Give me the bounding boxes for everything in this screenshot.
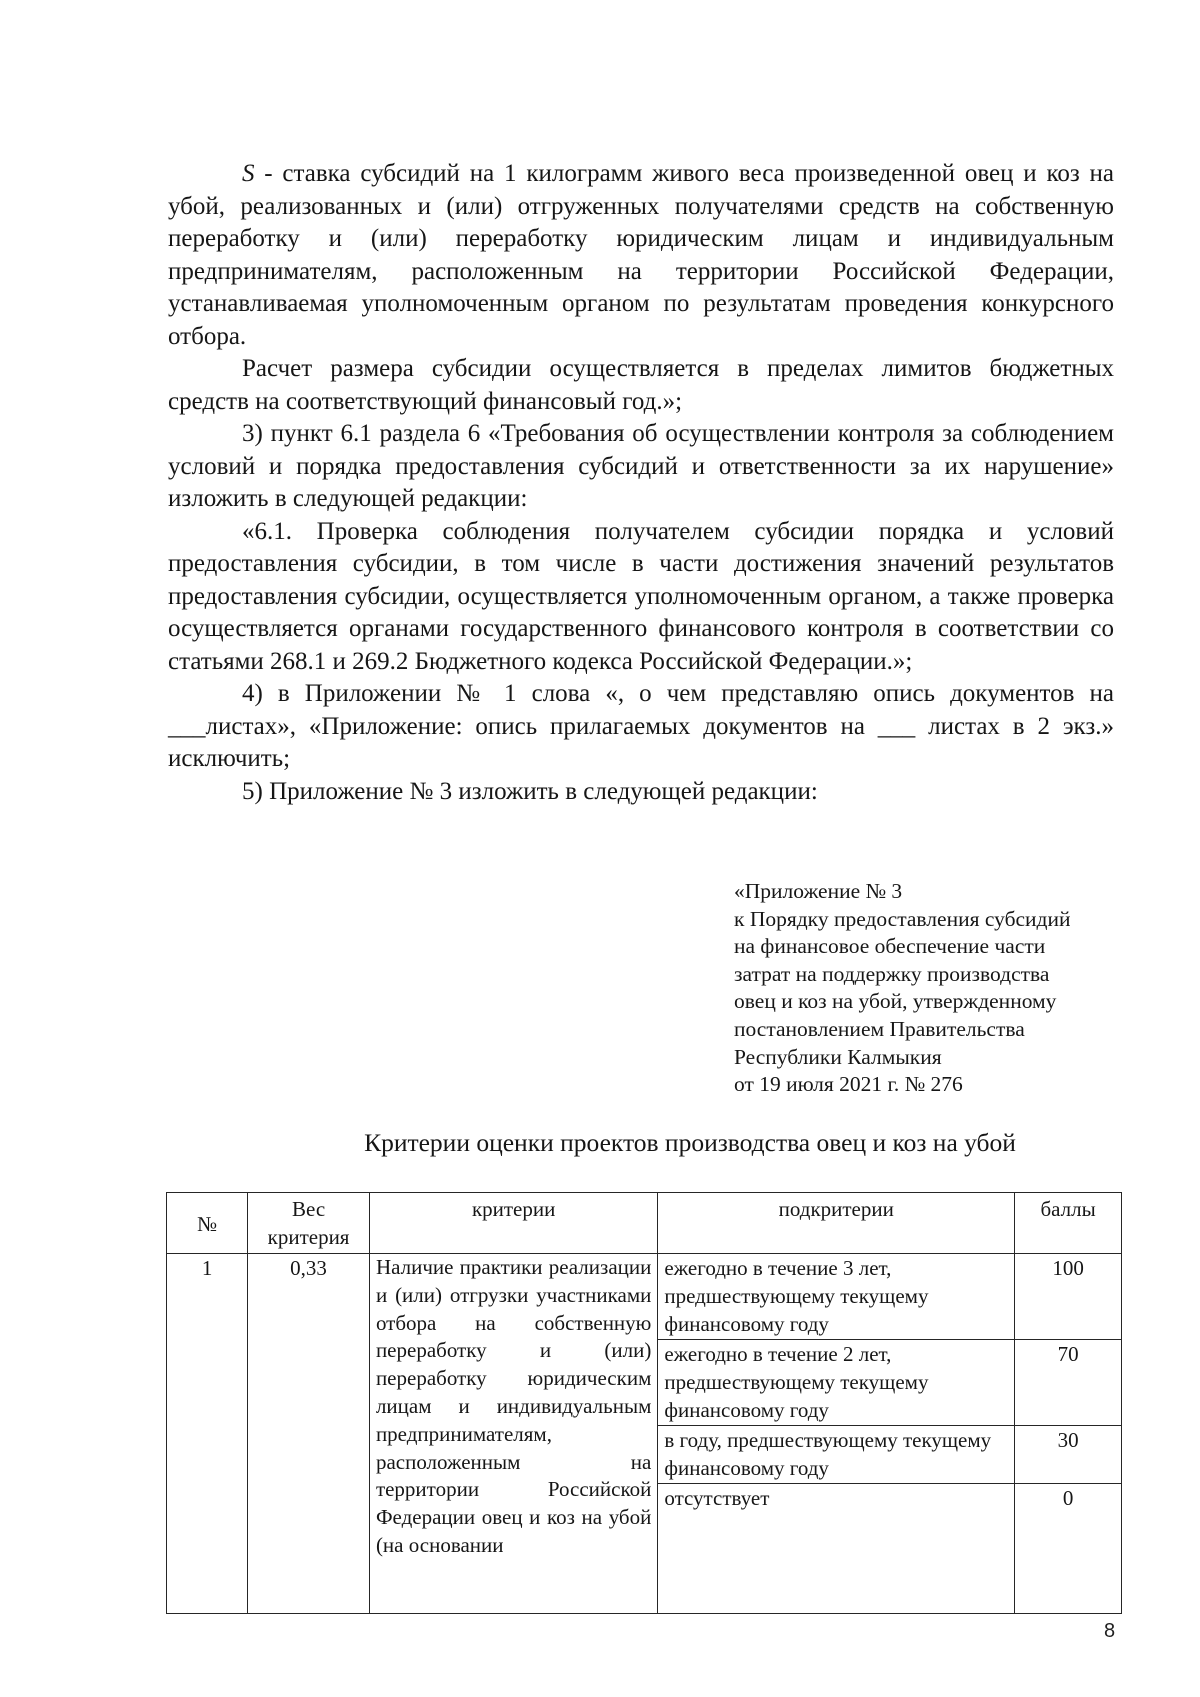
header-score: баллы [1015,1193,1122,1254]
paragraph-item-4: 4) в Приложении № 1 слова «, о чем представляю опись документов на ___листах», «Приложение: опись прилагаемых документов на ___ листах в 2 экз.» исключить; [168,680,1114,772]
appendix-header [734,878,1134,1099]
paragraph-item-3: 3) пункт 6.1 раздела 6 «Требования об осуществлении контроля за соблюдением условий и порядка предоставления субсидий и ответственности за их нарушение» изложить в следующей редакции: [168,420,1114,512]
appendix-line: «Приложение № 3 [734,879,903,903]
cell-score: 100 [1015,1254,1122,1340]
paragraph-clause-6-1: «6.1. Проверка соблюдения получателем субсидии порядка и условий предоставления субсидии, в том числе в части достижения значений результатов предоставления субсидии, осуществляется уполномоченным органом, а также проверка осуществляется органами государственного финансового контроля в соответствии со статьями 268.1 и 269.2 Бюджетного кодекса Российской Федерации.»; [168,517,1114,675]
document-body [168,158,1114,808]
cell-subcriteria: отсутствует [658,1484,1015,1614]
rate-definition-text: - ставка субсидий на 1 килограмм живого веса произведенной овец и коз на убой, реализованных и (или) отгруженных получателями средств на собственную переработку и (или) переработку юридическим лицам и индивидуальным предпринимателям, расположенным на территории Российской Федерации, устанавливаемая уполномоченным органом по результатам проведения конкурсного отбора. [168,160,1114,350]
appendix-line: постановлением Правительства [734,1016,1025,1041]
cell-subcriteria: ежегодно в течение 2 лет, предшествующему текущему финансовому году [658,1340,1015,1426]
paragraph-item-5: 5) Приложение № 3 изложить в следующей редакции: [242,777,818,805]
page-number: 8 [1104,1620,1116,1642]
header-number: № [167,1193,248,1254]
cell-weight: 0,33 [248,1254,370,1614]
cell-score: 0 [1015,1484,1122,1614]
appendix-line: затрат на поддержку производства [734,961,1050,986]
cell-subcriteria: в году, предшествующему текущему финансовому году [658,1426,1015,1484]
cell-subcriteria: ежегодно в течение 3 лет, предшествующему текущему финансовому году [658,1254,1015,1340]
header-subcriteria: подкритерии [658,1193,1015,1254]
paragraph-subsidy-calculation: Расчет размера субсидии осуществляется в пределах лимитов бюджетных средств на соответствующий финансовый год.»; [168,355,1114,415]
table-header-row [167,1193,1122,1254]
table-title: Критерии оценки проектов производства овец и коз на убой [364,1128,1016,1157]
appendix-line: к Порядку предоставления субсидий [734,906,1071,931]
appendix-line: от 19 июля 2021 г. № 276 [734,1072,963,1097]
criteria-table [166,1192,1122,1614]
header-weight: Вес критерия [248,1193,370,1254]
table-row [167,1254,1122,1340]
appendix-line: Республики Калмыкия [734,1044,942,1069]
cell-score: 30 [1015,1426,1122,1484]
cell-number: 1 [167,1254,248,1614]
paragraph-rate-definition [168,158,1114,353]
cell-score: 70 [1015,1340,1122,1426]
appendix-line: на финансовое обеспечение части [734,934,1046,959]
cell-criteria: Наличие практики реализации и (или) отгрузки участниками отбора на собственную переработку и (или) переработку юридическим лицам и индивидуальным предпринимателям, расположенным на территории Российской Федерации овец и коз на убой (на основании [369,1254,657,1614]
rate-symbol: S [242,160,255,187]
header-criteria: критерии [369,1193,657,1254]
appendix-line: овец и коз на убой, утвержденному [734,989,1057,1014]
